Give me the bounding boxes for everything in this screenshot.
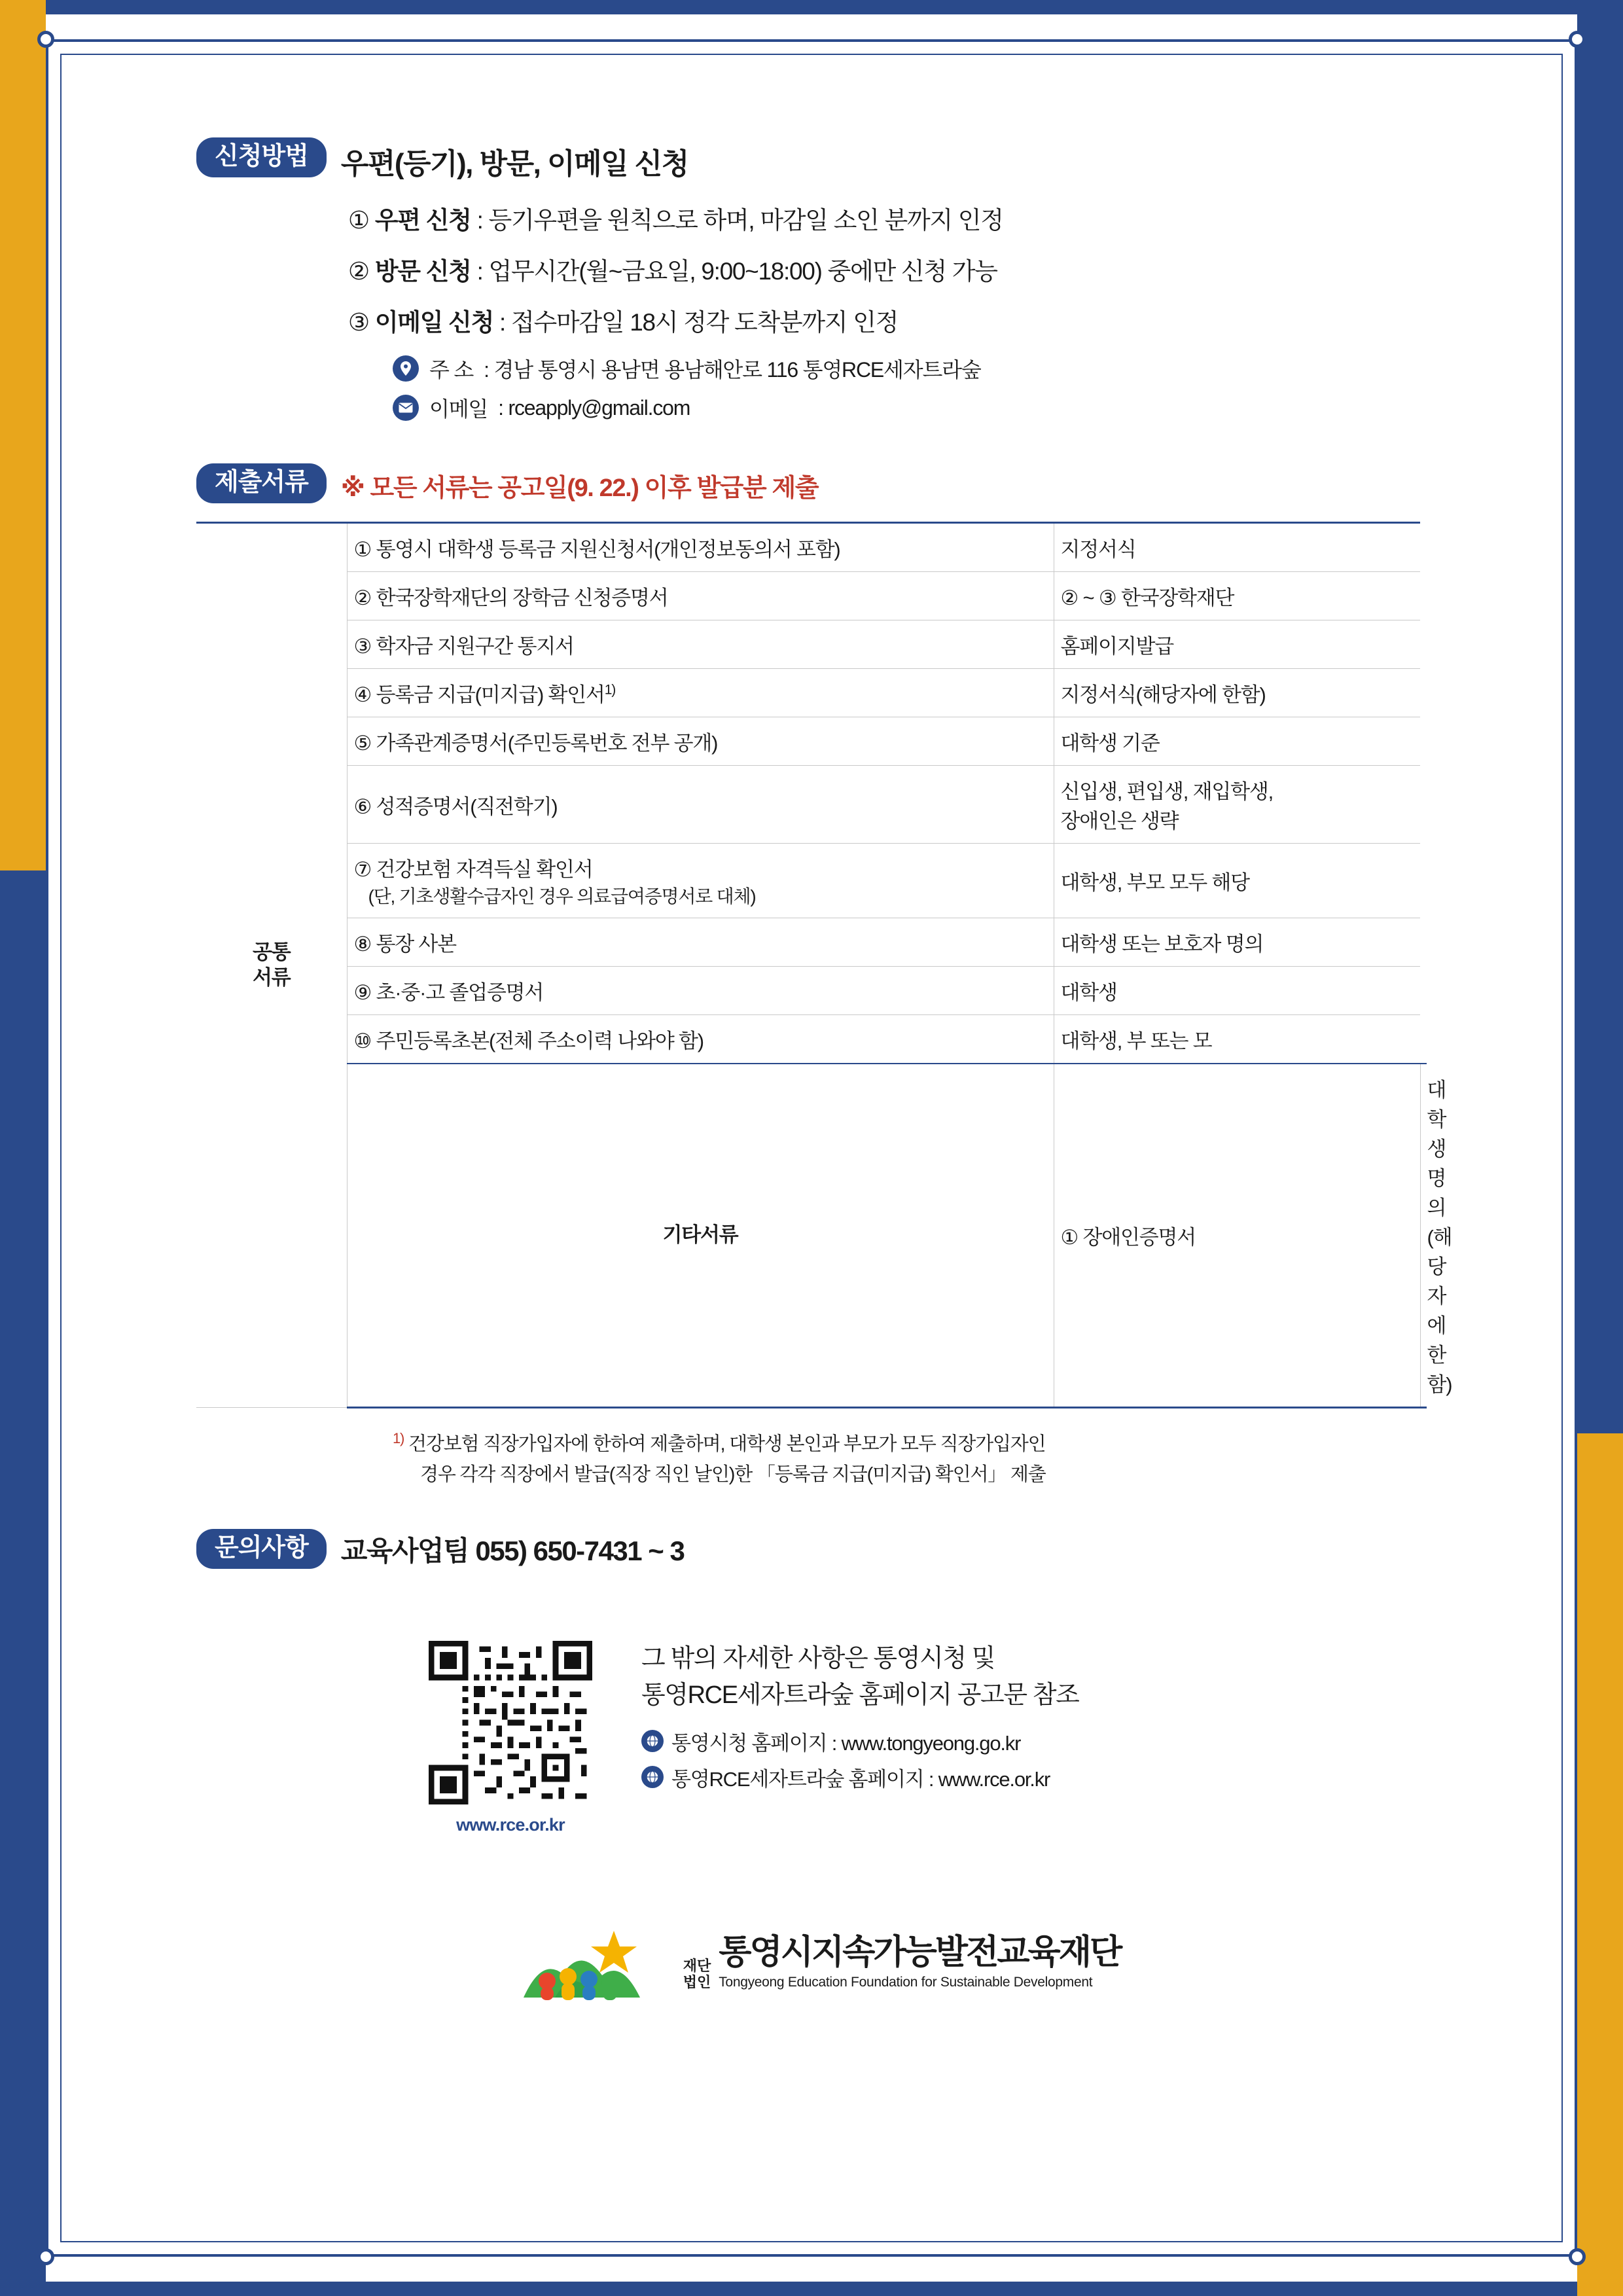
qr-link-2-text: 통영RCE세자트라숲 홈페이지 : www.rce.or.kr — [671, 1767, 1050, 1791]
qr-link-1-text: 통영시청 홈페이지 : www.tongyeong.go.kr — [671, 1731, 1021, 1755]
border-left-navy — [0, 870, 46, 2296]
table-note-other: 대학생 명의(해당자에 한함) — [1420, 1064, 1427, 1408]
table-doc-7-line1: ⑦ 건강보험 자격득실 확인서 — [353, 858, 593, 881]
qr-section — [419, 1641, 1440, 1835]
qr-code-image[interactable] — [429, 1641, 592, 1804]
qr-url-caption: www.rce.or.kr — [456, 1815, 565, 1835]
qr-headline-line1: 그 밖의 자세한 사항은 통영시청 및 — [641, 1645, 995, 1673]
apply-item-1-text: : 등기우편을 원칙으로 하며, 마감일 소인 분까지 인정 — [471, 207, 1003, 234]
table-row — [196, 620, 1427, 669]
table-row — [196, 572, 1427, 620]
apply-item-2-label: 방문 신청 — [374, 258, 471, 285]
apply-item-3-label: 이메일 신청 — [374, 309, 494, 336]
contact-block — [393, 353, 1440, 423]
inquiry-badge: 문의사항 — [196, 1529, 327, 1569]
corner-dot-top-right — [1569, 31, 1586, 48]
documents-badge: 제출서류 — [196, 463, 327, 503]
table-row — [196, 766, 1427, 844]
documents-table — [196, 522, 1452, 1408]
table-row — [196, 844, 1427, 918]
table-note-7: 대학생, 부모 모두 해당 — [1054, 844, 1420, 918]
documents-header — [196, 463, 1440, 503]
table-row — [196, 717, 1427, 766]
contact-email-label: 이메일 — [429, 397, 488, 421]
location-pin-icon — [393, 355, 419, 382]
apply-method-item-3 — [348, 302, 1440, 338]
footer-logo — [196, 1914, 1440, 2012]
inquiry-text: 교육사업팀 055) 650-7431 ~ 3 — [340, 1535, 685, 1566]
apply-method-list — [348, 200, 1440, 338]
table-doc-5: ⑤ 가족관계증명서(주민등록번호 전부 공개) — [347, 717, 1054, 766]
table-doc-7-line2: (단, 기초생활수급자인 경우 의료급여증명서로 대체) — [368, 886, 756, 906]
border-right-navy — [1577, 0, 1623, 1433]
table-category-other: 기타서류 — [347, 1064, 1054, 1408]
contact-address-value: : 경남 통영시 용남면 용남해안로 116 통영RCE세자트라숲 — [484, 358, 981, 382]
documents-note: ※ 모든 서류는 공고일(9. 22.) 이후 발급분 제출 — [340, 475, 819, 502]
qr-link-2[interactable] — [641, 1763, 1079, 1792]
qr-text-block — [641, 1641, 1079, 1798]
table-doc-8: ⑧ 통장 사본 — [347, 918, 1054, 967]
envelope-icon — [393, 395, 419, 421]
table-row-other — [196, 1064, 1427, 1408]
border-top — [0, 0, 1623, 14]
apply-item-1-label: 우편 신청 — [374, 207, 471, 234]
table-row — [196, 1015, 1427, 1064]
table-note-1: 지정서식 — [1054, 523, 1420, 572]
foundation-name-kr: 통영시지속가능발전교육재단 — [719, 1933, 1121, 1972]
footnote-line1-text: 건강보험 직장가입자에 한하여 제출하며, 대학생 본인과 부모가 모두 직장가입자인 — [408, 1433, 1046, 1455]
corner-dot-bottom-left — [37, 2248, 54, 2265]
table-doc-10: ⑩ 주민등록초본(전체 주소이력 나와야 함) — [347, 1015, 1054, 1064]
qr-headline — [641, 1641, 1079, 1713]
table-doc-other: ① 장애인증명서 — [1054, 1064, 1420, 1408]
documents-footnote — [393, 1427, 1440, 1490]
contact-address — [393, 353, 1440, 384]
table-note-6-line1: 신입생, 편입생, 재입학생, — [1060, 780, 1274, 803]
foundation-prefix-line1: 재단 — [683, 1957, 711, 1974]
table-note-4: 지정서식(해당자에 한함) — [1054, 669, 1420, 717]
apply-method-title: 우편(등기), 방문, 이메일 신청 — [340, 148, 688, 180]
foundation-prefix-line2: 법인 — [683, 1974, 711, 1991]
corner-dot-bottom-right — [1569, 2248, 1586, 2265]
globe-icon — [641, 1766, 664, 1788]
apply-item-3-text: : 접수마감일 18시 정각 도착분까지 인정 — [493, 309, 899, 336]
table-note-6 — [1054, 766, 1420, 844]
table-doc-9: ⑨ 초·중·고 졸업증명서 — [347, 967, 1054, 1015]
table-note-2: ② ~ ③ 한국장학재단 — [1054, 572, 1420, 620]
foundation-name-en: Tongyeong Education Foundation for Sustainable Development — [719, 1975, 1093, 1990]
table-row — [196, 967, 1427, 1015]
table-row — [196, 918, 1427, 967]
table-row — [196, 523, 1427, 572]
table-note-10: 대학생, 부 또는 모 — [1054, 1015, 1420, 1064]
table-doc-6: ⑥ 성적증명서(직전학기) — [347, 766, 1054, 844]
qr-headline-line2: 통영RCE세자트라숲 홈페이지 공고문 참조 — [641, 1681, 1079, 1709]
apply-method-item-2 — [348, 251, 1440, 287]
table-doc-7 — [347, 844, 1054, 918]
table-doc-3: ③ 학자금 지원구간 통지서 — [347, 620, 1054, 669]
category-common-line2: 서류 — [253, 966, 291, 989]
table-category-common — [196, 523, 347, 1408]
apply-method-header — [196, 137, 1440, 182]
foundation-logo-text — [683, 1935, 1121, 1990]
table-note-5: 대학생 기준 — [1054, 717, 1420, 766]
foundation-prefix — [683, 1958, 711, 1991]
qr-wrapper — [419, 1641, 602, 1835]
contact-email-value: : rceapply@gmail.com — [498, 395, 690, 420]
footnote-line1 — [393, 1427, 1440, 1460]
corner-dot-top-left — [37, 31, 54, 48]
table-note-3: 홈페이지발급 — [1054, 620, 1420, 669]
qr-link-1[interactable] — [641, 1727, 1079, 1756]
footnote-line2: 경우 각각 직장에서 발급(직장 직인 날인)한 「등록금 지급(미지급) 확인서」 제출 — [420, 1464, 1046, 1486]
apply-method-badge: 신청방법 — [196, 137, 327, 177]
globe-icon — [641, 1730, 664, 1752]
apply-method-item-1 — [348, 200, 1440, 236]
table-row — [196, 669, 1427, 717]
apply-item-2-number: ② — [348, 258, 369, 285]
table-note-6-line2: 장애인은 생략 — [1060, 810, 1179, 833]
category-common-line1: 공통 — [253, 941, 291, 964]
apply-item-3-number: ③ — [348, 309, 369, 336]
apply-item-2-text: : 업무시간(월~금요일, 9:00~18:00) 중에만 신청 가능 — [471, 258, 997, 285]
foundation-logo-icon — [516, 1914, 666, 2012]
poster-content — [196, 137, 1452, 2012]
inquiry-section — [196, 1529, 1440, 1569]
footnote-marker: 1) — [393, 1430, 404, 1446]
contact-address-label: 주 소 — [429, 358, 474, 382]
table-note-9: 대학생 — [1054, 967, 1420, 1015]
table-note-8: 대학생 또는 보호자 명의 — [1054, 918, 1420, 967]
table-doc-1: ① 통영시 대학생 등록금 지원신청서(개인정보동의서 포함) — [347, 523, 1054, 572]
contact-email — [393, 393, 1440, 423]
table-doc-4-text: ④ 등록금 지급(미지급) 확인서 — [353, 683, 605, 706]
border-right-gold — [1577, 1433, 1623, 2296]
table-doc-4 — [347, 669, 1054, 717]
border-left-gold — [0, 0, 46, 870]
border-bottom — [0, 2282, 1623, 2296]
table-doc-4-footnote-marker: 1) — [604, 682, 616, 698]
table-doc-2: ② 한국장학재단의 장학금 신청증명서 — [347, 572, 1054, 620]
apply-item-1-number: ① — [348, 207, 369, 234]
